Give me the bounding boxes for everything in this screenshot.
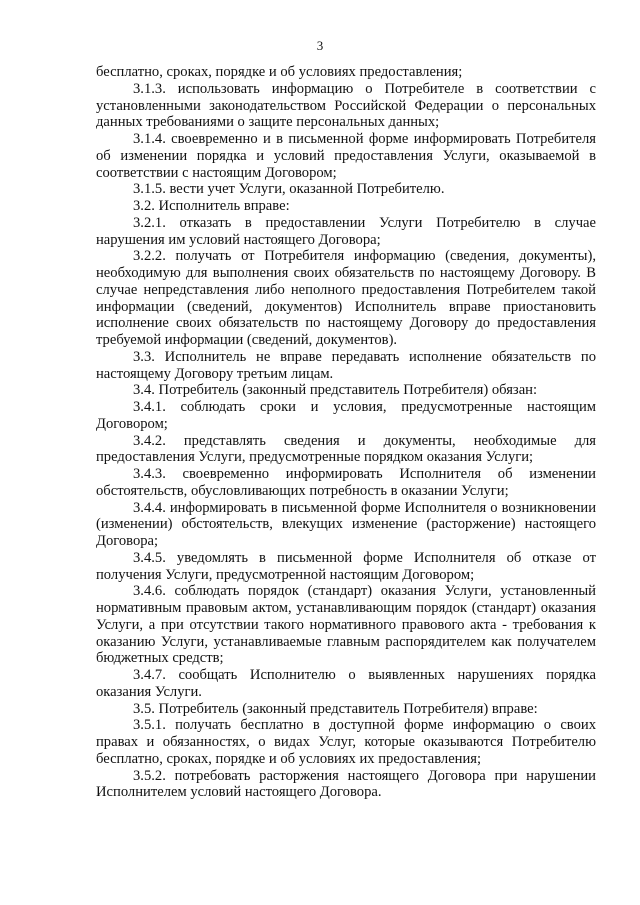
paragraph: 3.3. Исполнитель не вправе передавать исполнение обязательств по настоящему Договору третьим лицам. bbox=[96, 348, 596, 382]
paragraph: 3.1.5. вести учет Услуги, оказанной Потребителю. bbox=[133, 181, 445, 198]
paragraph: 3.5. Потребитель (законный представитель Потребителя) вправе: bbox=[133, 700, 538, 717]
paragraph: 3.2.2. получать от Потребителя информацию (сведения, документы), необходимую для выполнения своих обязательств по настоящему Договору. В случае непредставления либо неполного предоставления Потребителем такой информации (сведений, документов) Исполнитель вправе приостановить исполнение своих обязательств по настоящему Договору до предоставления требуемой информации (сведений, документов). bbox=[96, 248, 596, 348]
document-body bbox=[96, 64, 596, 801]
paragraph: 3.4.3. своевременно информировать Исполнителя об изменении обстоятельств, обусловливающих потребность в оказании Услуги; bbox=[96, 466, 596, 499]
paragraph: 3.1.4. своевременно и в письменной форме информировать Потребителя об изменении порядка и условий предоставления Услуги, оказываемой в соответствии с настоящим Договором; bbox=[96, 131, 596, 181]
paragraph: 3.4.5. уведомлять в письменной форме Исполнителя об отказе от получения Услуги, предусмотренной настоящим Договором; bbox=[96, 549, 596, 583]
paragraph: 3.4.4. информировать в письменной форме Исполнителя о возникновении (изменении) обстоятельств, влекущих изменение (расторжение) настоящего Договора; bbox=[96, 499, 596, 549]
paragraph: 3.2. Исполнитель вправе: bbox=[133, 198, 290, 214]
paragraph: 3.5.2. потребовать расторжения настоящего Договора при нарушении Исполнителем условий настоящего Договора. bbox=[96, 767, 596, 801]
paragraph: бесплатно, сроках, порядке и об условиях предоставления; bbox=[96, 64, 463, 80]
paragraph: 3.4.7. сообщать Исполнителю о выявленных нарушениях порядка оказания Услуги. bbox=[96, 667, 596, 700]
paragraph: 3.4.6. соблюдать порядок (стандарт) оказания Услуги, установленный нормативным правовым актом, устанавливающим порядок (стандарт) оказания Услуги, а при отсутствии такого нормативного правового акта - требования к оказанию Услуги, устанавливаемые главным распорядителем как получателем бюджетных средств; bbox=[96, 583, 596, 667]
paragraph: 3.1.3. использовать информацию о Потребителе в соответствии с установленными законодательством Российской Федерации о персональных данных требованиями о защите персональных данных; bbox=[96, 80, 596, 131]
paragraph: 3.4.2. представлять сведения и документы, необходимые для предоставления Услуги, предусмотренные порядком оказания Услуги; bbox=[96, 432, 596, 466]
page-number: 3 bbox=[316, 38, 324, 53]
paragraph: 3.4.1. соблюдать сроки и условия, предусмотренные настоящим Договором; bbox=[96, 399, 596, 432]
paragraph: 3.5.1. получать бесплатно в доступной форме информацию о своих правах и обязанностях, о видах Услуг, которые оказываются Потребителю бесплатно, сроках, порядке и об условиях их предоставления; bbox=[96, 717, 596, 767]
paragraph: 3.4. Потребитель (законный представитель Потребителя) обязан: bbox=[133, 382, 538, 399]
paragraph: 3.2.1. отказать в предоставлении Услуги Потребителю в случае нарушения им условий настоящего Договора; bbox=[96, 214, 596, 248]
